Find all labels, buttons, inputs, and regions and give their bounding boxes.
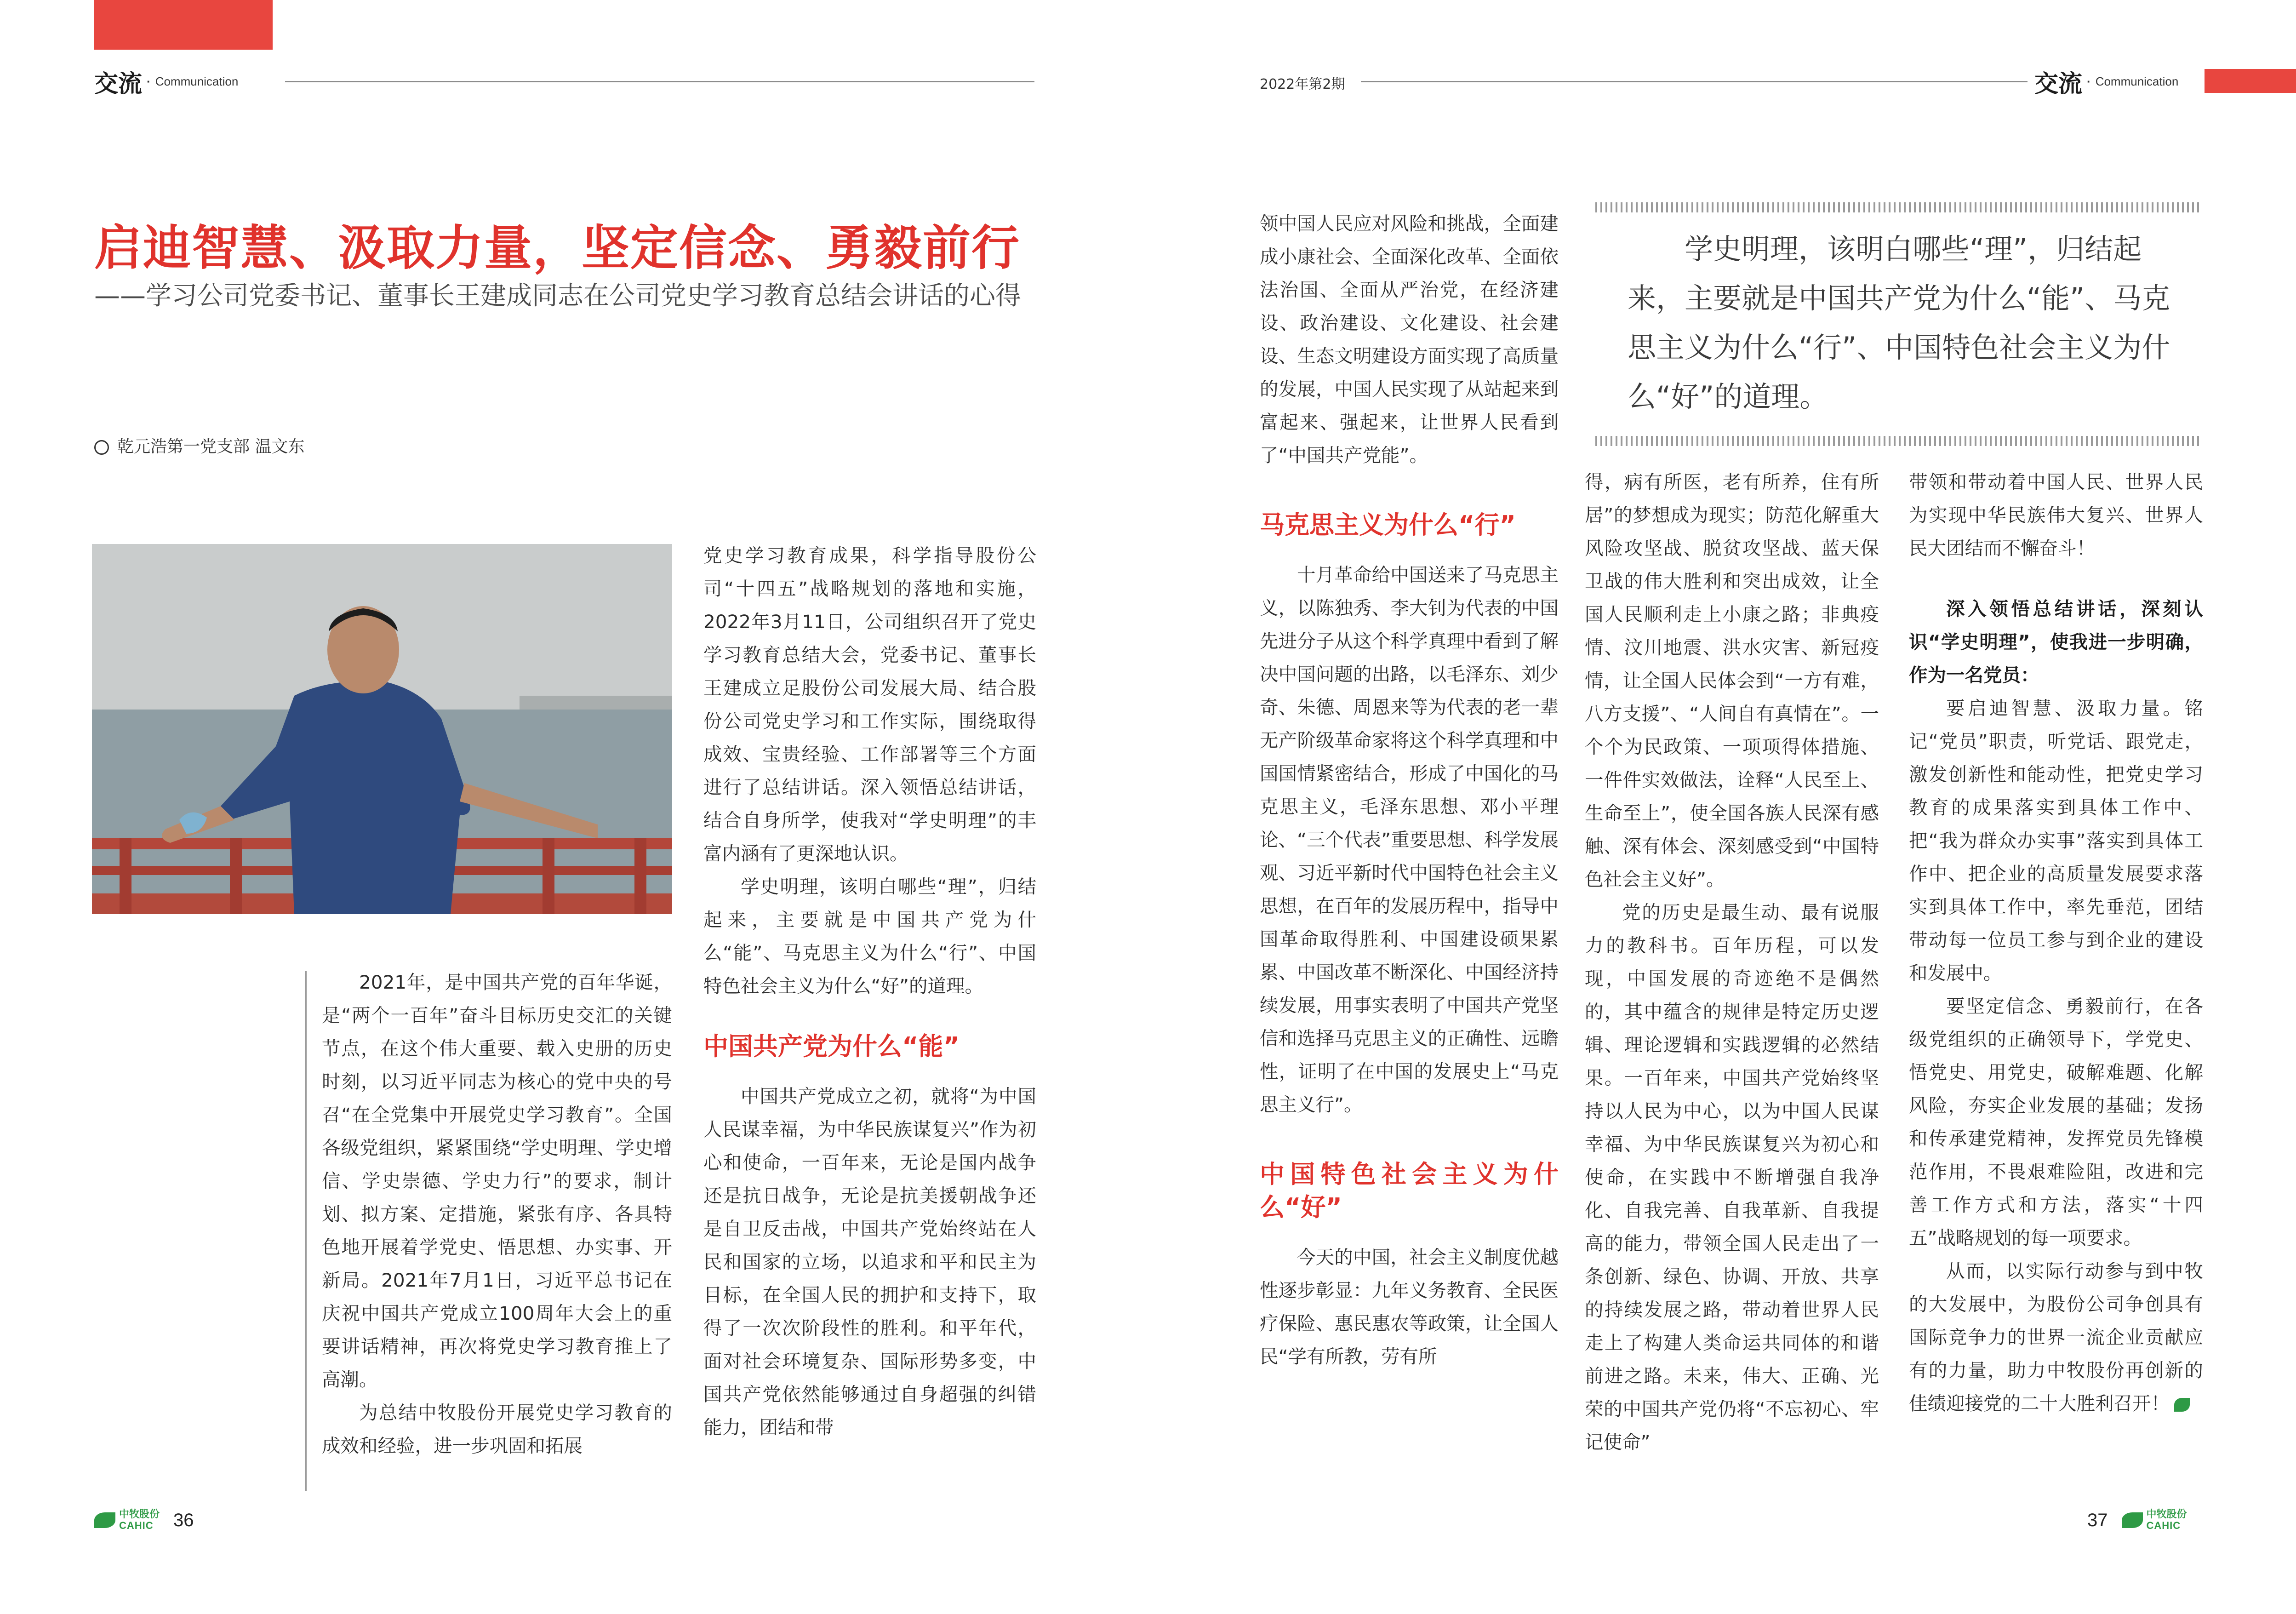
page-number-right: 37 xyxy=(2087,1510,2108,1530)
article-title: 启迪智慧、汲取力量，坚定信念、勇毅前行 xyxy=(94,220,1021,276)
paragraph: 党史学习教育成果，科学指导股份公司“十四五”战略规划的落地和实施，2022年3月11日，公司组织召开了党史学习教育总结大会，党委书记、董事长王建成立足股份公司发展大局、结合股份公司党史学习和工作实际，围绕取得成效、宝贵经验、工作部署等三个方面进行了总结讲话。深入领悟总结讲话，结合自身所学，使我对“学史明理”的丰富内涵有了更深地认识。 xyxy=(703,544,1036,864)
left-header-rule xyxy=(285,81,1034,82)
issue-label: 2022年第2期 xyxy=(1260,76,1345,92)
paragraph: 为总结中牧股份开展党史学习教育的成效和经验，进一步巩固和拓展 xyxy=(322,1402,672,1457)
logo-en: CAHIC xyxy=(2146,1520,2181,1531)
section-label-dot: · xyxy=(2087,74,2091,88)
section-heading-socialism: 中国特色社会主义为什么“好” xyxy=(1260,1160,1559,1222)
section-heading-cpc: 中国共产党为什么“能” xyxy=(703,1032,960,1061)
paragraph: 中国共产党成立之初，就将“为中国人民谋幸福，为中华民族谋复兴”作为初心和使命，一百年来，无论是国内战争还是抗日战争，无论是抗美援朝战争还是自卫反击战，中国共产党始终站在人民和国家的立场，以追求和平和民主为目标，在全国人民的拥护和支持下，取得了一次次阶段性的胜利。和平年代，面对社会环境复杂、国际形势多变，中国共产党依然能够通过自身超强的纠错能力，团结和带 xyxy=(703,1085,1036,1438)
cahic-logo-icon xyxy=(2122,1512,2143,1528)
paragraph: 2021年，是中国共产党的百年华诞，是“两个一百年”奋斗目标历史交汇的关键节点，在这个伟大重要、载入史册的历史时刻，以习近平同志为核心的党中央的号召“在全党集中开展党史学习教育”。全国各级党组织，紧紧围绕“学史明理、学史增信、学史崇德、学史力行”的要求，制计划、拟方案、定措施，紧张有序、各具特色地开展着学党史、悟思想、办实事、开新局。2021年7月1日，习近平总书记在庆祝中国共产党成立100周年大会上的重要讲话精神，再次将党史学习教育推上了高潮。 xyxy=(322,971,672,1391)
article-column-4 xyxy=(1585,465,1879,1459)
paragraph: 党的历史是最生动、最有说服力的教科书。百年历程，可以发现，中国发展的奇迹绝不是偶然的，其中蕴含的规律是特定历史逻辑、理论逻辑和实践逻辑的必然结果。一百年来，中国共产党始终坚持以人民为中心，以为中国人民谋幸福、为中华民族谋复兴为初心和使命，在实践中不断增强自我净化、自我完善、自我革新、自我提高的能力，带领全国人民走出了一条创新、绿色、协调、开放、共享的持续发展之路，带动着世界人民走上了构建人类命运共同体的和谐前进之路。未来，伟大、正确、光荣的中国共产党仍将“不忘初心、牢记使命” xyxy=(1585,901,1879,1453)
quote-rule-top xyxy=(1595,202,2202,212)
paragraph: 得，病有所医，老有所养，住有所居”的梦想成为现实；防范化解重大风险攻坚战、脱贫攻坚战、蓝天保卫战的伟大胜利和突出成效，让全国人民顺利走上小康之路；非典疫情、汶川地震、洪水灾害、新冠疫情，让全国人民体会到“一方有难，八方支援”、“人间自有真情在”。一个个为民政策、一项项得体措施、一件件实效做法，诠释“人民至上、生命至上”，使全国各族人民深有感触、深有体会、深刻感受到“中国特色社会主义好”。 xyxy=(1585,471,1879,890)
left-footer-logo xyxy=(94,1509,194,1531)
article-column-2 xyxy=(703,539,1036,1444)
section-label-dot: · xyxy=(147,74,151,88)
author-name: 乾元浩第一党支部 温文东 xyxy=(117,437,305,456)
right-header-rule xyxy=(1361,81,2028,82)
quote-rule-bottom xyxy=(1595,436,2202,446)
section-heading-marxism: 马克思主义为什么“行” xyxy=(1260,510,1516,539)
author-photo xyxy=(92,544,672,914)
logo-en: CAHIC xyxy=(119,1520,154,1531)
paragraph: 今天的中国，社会主义制度优越性逐步彰显：九年义务教育、全民医疗保险、惠民惠农等政策，让全国人民“学有所教，劳有所 xyxy=(1260,1246,1559,1368)
closing-paragraph-text: 从而，以实际行动参与到中牧的大发展中，为股份公司争创具有国际竞争力的世界一流企业贡献应有的力量，助力中牧股份再创新的佳绩迎接党的二十大胜利召开！ xyxy=(1909,1260,2203,1414)
paragraph: 要坚定信念、勇毅前行，在各级党组织的正确领导下，学党史、悟党史、用党史，破解难题、化解风险，夯实企业发展的基础；发扬和传承建党精神，发挥党员先锋模范作用，不畏艰难险阻，改进和完善工作方式和方法，落实“十四五”战略规划的每一项要求。 xyxy=(1909,995,2203,1249)
logo-cn: 中牧股份 xyxy=(2146,1509,2187,1520)
right-red-tab xyxy=(2205,69,2296,93)
section-label-cn: 交流 xyxy=(94,70,143,98)
page-number-left: 36 xyxy=(173,1510,194,1530)
paragraph: 领中国人民应对风险和挑战，全面建成小康社会、全面深化改革、全面依法治国、全面从严治党，在经济建设、政治建设、文化建设、社会建设、生态文明建设方面实现了高质量的发展，中国人民实现了从站起来到富起来、强起来，让世界人民看到了“中国共产党能”。 xyxy=(1260,212,1559,466)
section-label-en: Communication xyxy=(2095,74,2179,88)
paragraph: 带领和带动着中国人民、世界人民为实现中华民族伟大复兴、世界人民大团结而不懈奋斗！ xyxy=(1909,471,2203,559)
paragraph-bold: 深入领悟总结讲话，深刻认识“学史明理”，使我进一步明确，作为一名党员： xyxy=(1909,598,2203,686)
author-line xyxy=(94,434,304,457)
cahic-logo-icon xyxy=(94,1512,115,1528)
pull-quote: 学史明理，该明白哪些“理”，归结起来，主要就是中国共产党为什么“能”、马克思主义为什么“行”、中国特色社会主义为什么“好”的道理。 xyxy=(1628,232,2170,413)
paragraph xyxy=(1909,1254,2203,1420)
right-section-header xyxy=(2034,65,2178,97)
paragraph: 学史明理，该明白哪些“理”，归结起来，主要就是中国共产党为什么“能”、马克思主义为什么“行”、中国特色社会主义为什么“好”的道理。 xyxy=(703,876,1036,997)
logo-cn: 中牧股份 xyxy=(119,1509,160,1520)
left-red-tab xyxy=(94,0,273,50)
article-column-3 xyxy=(1260,207,1559,1373)
author-photo-illustration xyxy=(92,544,672,914)
left-column-rule xyxy=(305,971,307,1491)
author-ring-icon xyxy=(94,440,109,455)
article-subtitle: ——学习公司党委书记、董事长王建成同志在公司党史学习教育总结会讲话的心得 xyxy=(94,281,1021,311)
article-column-1 xyxy=(322,966,672,1462)
paragraph: 十月革命给中国送来了马克思主义，以陈独秀、李大钊为代表的中国先进分子从这个科学真理中看到了解决中国问题的出路，以毛泽东、刘少奇、朱德、周恩来等为代表的老一辈无产阶级革命家将这个科学真理和中国国情紧密结合，形成了中国化的马克思主义，毛泽东思想、邓小平理论、“三个代表”重要思想、科学发展观、习近平新时代中国特色社会主义思想，在百年的发展历程中，指导中国革命取得胜利、中国建设硕果累累、中国改革不断深化、中国经济持续发展，用事实表明了中国共产党坚信和选择马克思主义的正确性、远瞻性，证明了在中国的发展史上“马克思主义行”。 xyxy=(1260,564,1559,1116)
right-footer-logo xyxy=(2087,1509,2187,1531)
section-label-cn: 交流 xyxy=(2034,70,2083,98)
article-column-5 xyxy=(1909,465,2203,1420)
end-leaf-icon xyxy=(2174,1398,2190,1412)
paragraph: 要启迪智慧、汲取力量。铭记“党员”职责，听党话、跟党走，激发创新性和能动性，把党史学习教育的成果落实到具体工作中、把“我为群众办实事”落实到具体工作中、把企业的高质量发展要求落实到具体工作中，率先垂范，团结带动每一位员工参与到企业的建设和发展中。 xyxy=(1909,697,2203,984)
left-section-header xyxy=(94,65,238,97)
section-label-en: Communication xyxy=(155,74,239,88)
